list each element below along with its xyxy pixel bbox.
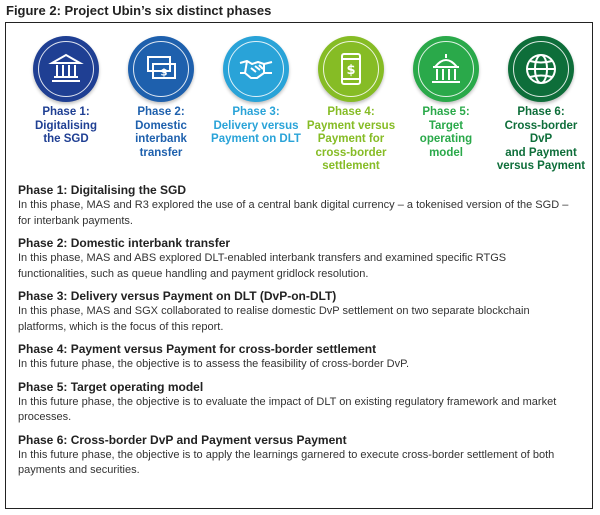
description-phase-6 bbox=[18, 432, 578, 479]
description-body: In this future phase, the objective is to apply the learnings garnered to execute cross-border settlement of both payments and securities. bbox=[18, 448, 555, 476]
phase-2 bbox=[112, 36, 210, 160]
phase-4-label: Phase 4: Payment versus Payment for cross-border settlement bbox=[306, 106, 396, 172]
description-body: In this future phase, the objective is to evaluate the impact of DLT on existing regulatory framework and market processes. bbox=[18, 395, 557, 423]
description-phase-5 bbox=[18, 379, 578, 426]
svg-text:$: $ bbox=[160, 67, 168, 79]
description-body: In this phase, MAS and ABS explored DLT-enabled interbank transfers and examined specific RTGS functionalities, such as queue handling and payment gridlock resolution. bbox=[18, 252, 507, 280]
phase-row bbox=[6, 36, 592, 186]
description-phase-4 bbox=[18, 341, 578, 373]
description-phase-1 bbox=[18, 182, 578, 229]
description-body: In this future phase, the objective is to assess the feasibility of cross-border DvP. bbox=[18, 358, 410, 370]
money-transfer-icon bbox=[128, 36, 194, 102]
svg-text:$: $ bbox=[346, 63, 356, 78]
description-body: In this phase, MAS and SGX collaborated to realise domestic DvP settlement on two separate blockchain platforms, which is the focus of this report. bbox=[18, 305, 530, 333]
description-title: Phase 1: Digitalising the SGD bbox=[18, 183, 187, 197]
phase-3 bbox=[207, 36, 305, 147]
phase-1 bbox=[17, 36, 115, 147]
phase-4 bbox=[302, 36, 400, 174]
description-title: Phase 5: Target operating model bbox=[18, 379, 204, 394]
description-phase-3 bbox=[18, 288, 578, 335]
description-title: Phase 4: Payment versus Payment for cross-border settlement bbox=[18, 342, 377, 356]
phase-6-label: Phase 6: Cross-border DvP and Payment versus Payment bbox=[496, 106, 586, 172]
description-body: In this phase, MAS and R3 explored the use of a central bank digital currency – a tokenised version of the SGD – for interbank payments. bbox=[18, 199, 569, 227]
phase-6 bbox=[492, 36, 590, 174]
handshake-icon bbox=[223, 36, 289, 102]
building-icon bbox=[413, 36, 479, 102]
description-title: Phase 3: Delivery versus Payment on DLT (DvP-on-DLT) bbox=[18, 289, 337, 303]
phase-1-label: Phase 1: Digitalising the SGD bbox=[35, 106, 97, 145]
phase-2-label: Phase 2: Domestic interbank transfer bbox=[135, 106, 187, 159]
figure-frame bbox=[5, 22, 593, 509]
figure-title: Figure 2: Project Ubin’s six distinct phases bbox=[6, 3, 272, 18]
phase-3-label: Phase 3: Delivery versus Payment on DLT bbox=[211, 106, 301, 145]
description-title: Phase 6: Cross-border DvP and Payment versus Payment bbox=[18, 432, 347, 447]
phone-dollar-icon bbox=[318, 36, 384, 102]
phase-5 bbox=[397, 36, 495, 160]
bank-icon bbox=[33, 36, 99, 102]
globe-icon bbox=[508, 36, 574, 102]
phase-descriptions bbox=[18, 182, 578, 485]
description-title: Phase 2: Domestic interbank transfer bbox=[18, 236, 231, 250]
description-phase-2 bbox=[18, 235, 578, 282]
phase-5-label: Phase 5: Target operating model bbox=[419, 106, 473, 159]
